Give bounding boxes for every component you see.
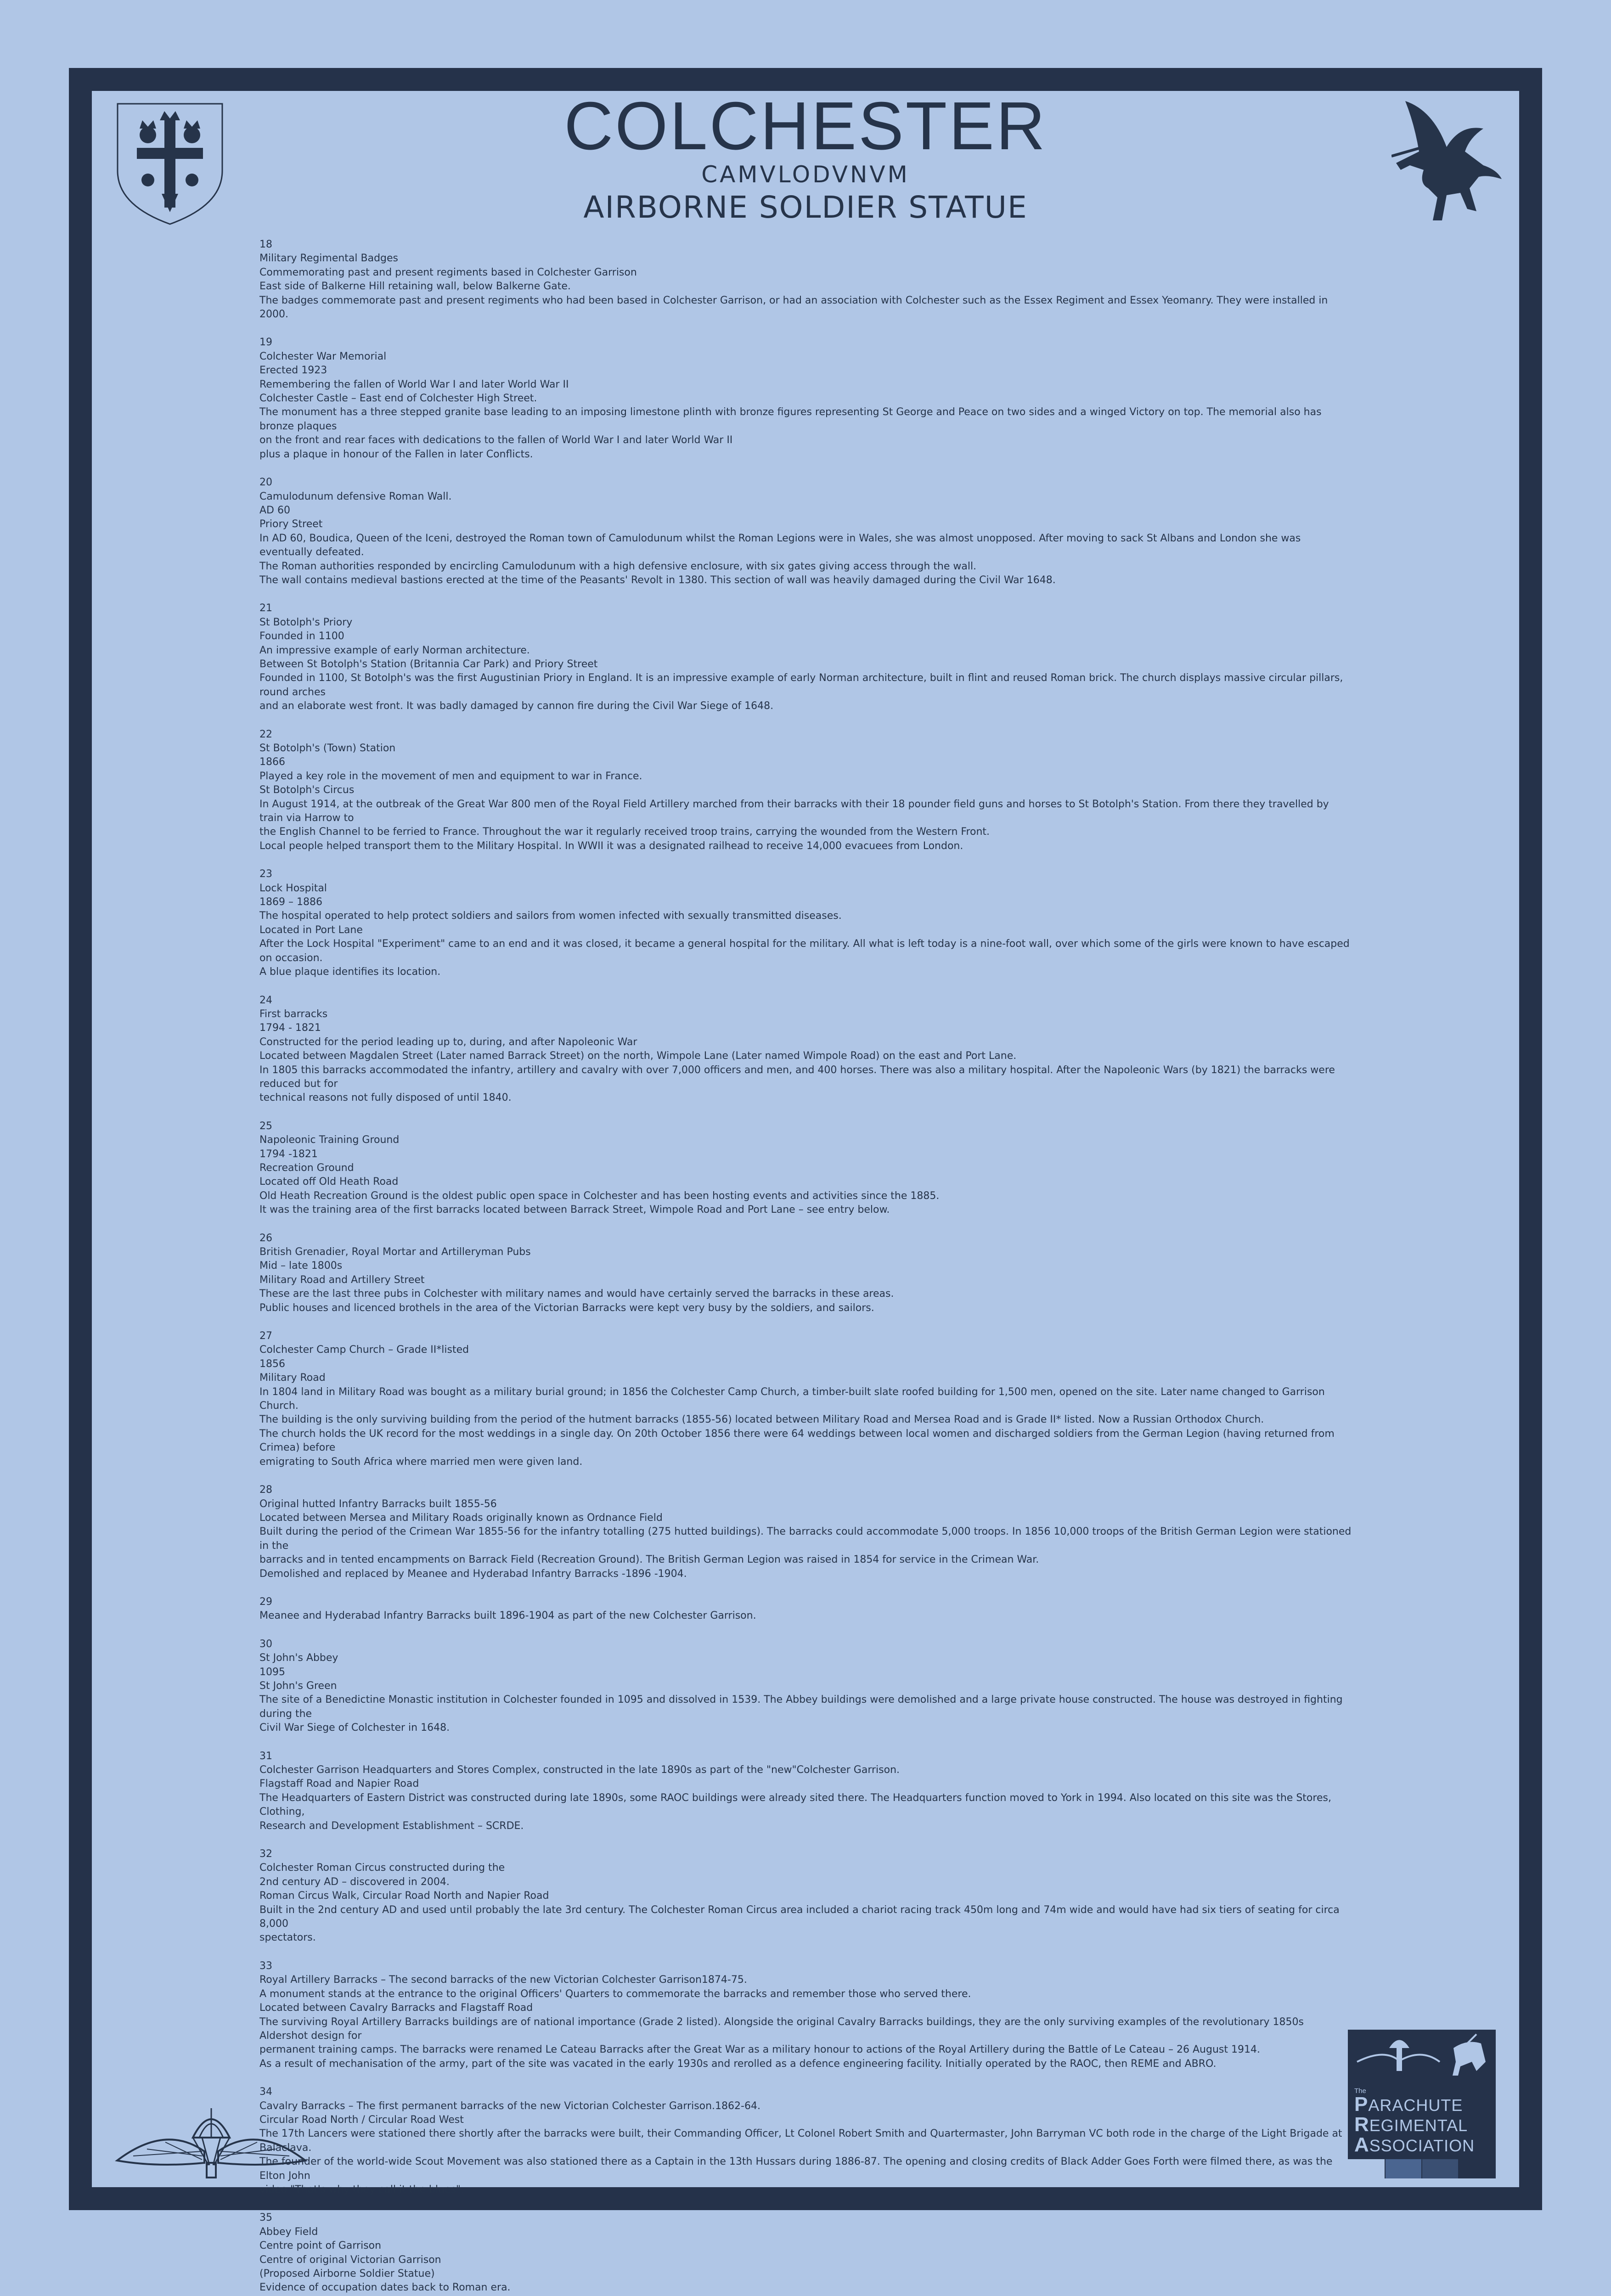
- entry-line: Royal Artillery Barracks – The second barracks of the new Victorian Colchester Garrison1874-75.: [259, 1974, 747, 1986]
- entry-line: spectators.: [259, 1932, 316, 1944]
- entry-line: Meanee and Hyderabad Infantry Barracks built 1896-1904 as part of the new Colchester Garrison.: [259, 1610, 756, 1622]
- entry-line: Commemorating past and present regiments based in Colchester Garrison: [259, 266, 637, 278]
- regimental-emblems-icon: [1348, 2030, 1496, 2085]
- entry-line: British Grenadier, Royal Mortar and Artilleryman Pubs: [259, 1246, 531, 1258]
- entry-21: [259, 602, 1352, 713]
- entry-line: Colchester Castle – East end of Colchester High Street.: [259, 393, 537, 405]
- logo-line-parachute: PARACHUTE: [1354, 2093, 1463, 2116]
- entry-line: 1866: [259, 756, 285, 768]
- entry-line: Camulodunum defensive Roman Wall.: [259, 490, 452, 502]
- entry-line: St Botolph's (Town) Station: [259, 743, 396, 754]
- entry-line: [259, 2295, 1352, 2296]
- entry-line: St Botolph's Circus: [259, 784, 355, 796]
- entry-line: Played a key role in the movement of men and equipment to war in France.: [259, 770, 642, 782]
- entry-line: The badges commemorate past and present regiments who had been based in Colchester Garrison, or had an association with Colchester such as the Essex Regiment and Essex Yeomanry. They were installed in 2000.: [259, 294, 1328, 321]
- entry-line: The surviving Royal Artillery Barracks buildings are of national importance (Grade 2 listed). Alongside the original Cavalry Barracks buildings, they are the only surviving examples of the revolutionary 1850s Aldershot design for: [259, 2016, 1304, 2042]
- entry-line: A blue plaque identifies its location.: [259, 966, 441, 978]
- entry-line: Located between Cavalry Barracks and Flagstaff Road: [259, 2002, 533, 2014]
- entry-line: and an elaborate west front. It was badly damaged by cannon fire during the Civil War Siege of 1648.: [259, 700, 774, 712]
- entry-line: In AD 60, Boudica, Queen of the Iceni, destroyed the Roman town of Camulodunum whilst the Roman Legions were in Wales, she was almost unopposed. After moving to sack St Albans and London she was eventually defeated.: [259, 532, 1301, 558]
- logo-color-bar: [1348, 2159, 1496, 2178]
- entry-line: The building is the only surviving building from the period of the hutment barracks (1855-56) located between Military Road and Mersea Road and is Grade II* listed. Now a Russian Orthodox Church.: [259, 1414, 1264, 1426]
- entry-line: The church holds the UK record for the most weddings in a single day. On 20th October 1856 there were 64 weddings between local women and discharged soldiers from the German Legion (having returned from Crimea) before: [259, 1428, 1335, 1454]
- entry-30: [259, 1638, 1352, 1735]
- entry-18: [259, 238, 1352, 321]
- entry-number: 20: [259, 477, 272, 489]
- page-title: COLCHESTER: [564, 88, 1047, 164]
- entry-line: 1794 -1821: [259, 1148, 318, 1160]
- entry-line: A monument stands at the entrance to the original Officers' Quarters to commemorate the barracks and remember those who served there.: [259, 1988, 971, 2000]
- logo-the: The: [1354, 2087, 1366, 2095]
- entry-19: [259, 336, 1352, 461]
- entry-line: Circular Road North / Circular Road West: [259, 2114, 464, 2126]
- entry-line: Built in the 2nd century AD and used until probably the late 3rd century. The Colchester Roman Circus area included a chariot racing track 450m long and 74m wide and would have had six tiers of seating for circa 8,000: [259, 1904, 1340, 1930]
- entry-line: Between St Botolph's Station (Britannia Car Park) and Priory Street: [259, 658, 598, 670]
- entry-line: After the Lock Hospital "Experiment" came to an end and it was closed, it became a general hospital for the military. All what is left today is a nine-foot wall, over which some of the girls were known to have escaped on occasion.: [259, 938, 1350, 964]
- entry-24: [259, 994, 1352, 1105]
- entry-line: 1095: [259, 1666, 285, 1678]
- entry-number: 27: [259, 1330, 272, 1342]
- entry-line: Erected 1923: [259, 365, 327, 377]
- entry-line: Located between Magdalen Street (Later named Barrack Street) on the north, Wimpole Lane (Later named Wimpole Road) on the east and Port Lane.: [259, 1050, 1017, 1062]
- entry-line: Demolished and replaced by Meanee and Hyderabad Infantry Barracks -1896 -1904.: [259, 1568, 687, 1580]
- entry-line: Colchester War Memorial: [259, 350, 387, 362]
- entry-line: 1794 - 1821: [259, 1022, 321, 1034]
- entry-number: 29: [259, 1596, 272, 1608]
- entry-number: 23: [259, 868, 272, 880]
- entry-number: 32: [259, 1848, 272, 1860]
- entry-29: [259, 1595, 1352, 1623]
- entry-number: 24: [259, 994, 272, 1006]
- entry-26: [259, 1232, 1352, 1315]
- entry-line: Flagstaff Road and Napier Road: [259, 1778, 419, 1790]
- entry-34: [259, 2085, 1352, 2197]
- entry-line: Constructed for the period leading up to, during, and after Napoleonic War: [259, 1036, 637, 1048]
- logo-line-regimental: REGIMENTAL: [1354, 2113, 1468, 2136]
- entries-list: [259, 238, 1352, 2296]
- entry-line: 1869 – 1886: [259, 896, 322, 908]
- entry-line: The founder of the world-wide Scout Movement was also stationed there as a Captain in the 13th Hussars during 1886-87. The opening and closing credits of Black Adder Goes Forth were filmed there, as was the Elton John: [259, 2156, 1333, 2182]
- entry-line: Napoleonic Training Ground: [259, 1134, 400, 1146]
- entry-line: Military Road: [259, 1372, 326, 1384]
- entry-line: In 1805 this barracks accommodated the infantry, artillery and cavalry with over 7,000 officers and men, and 400 horses. There was also a military hospital. After the Napoleonic Wars (by 1821) the barracks were reduced but for: [259, 1064, 1335, 1090]
- parachute-wings-icon: [115, 2105, 308, 2181]
- entry-line: These are the last three pubs in Colchester with military names and would have certainly served the barracks in these areas.: [259, 1288, 894, 1300]
- entry-number: 26: [259, 1232, 272, 1244]
- entry-line: The site of a Benedictine Monastic institution in Colchester founded in 1095 and dissolved in 1539. The Abbey buildings were demolished and a large private house constructed. The house was destroyed in fighting during the: [259, 1694, 1343, 1720]
- entry-number: 25: [259, 1120, 272, 1132]
- entry-line: As a result of mechanisation of the army, part of the site was vacated in the early 1930s and rerolled as a defence engineering facility. Initially operated by the RAOC, then REME and ABRO.: [259, 2058, 1217, 2070]
- entry-line: on the front and rear faces with dedications to the fallen of World War I and later World War II: [259, 434, 733, 446]
- poster-header: [0, 88, 1611, 225]
- entry-line: Lock Hospital: [259, 882, 327, 894]
- entry-line: Located off Old Heath Road: [259, 1176, 399, 1188]
- entry-number: 35: [259, 2212, 272, 2224]
- entry-28: [259, 1483, 1352, 1581]
- entry-line: Centre point of Garrison: [259, 2240, 382, 2252]
- entry-line: Located in Port Lane: [259, 924, 363, 936]
- entry-20: [259, 476, 1352, 587]
- entry-line: In August 1914, at the outbreak of the Great War 800 men of the Royal Field Artillery marched from their barracks with their 18 pounder field guns and horses to St Botolph's Station. From there they travelled by train via Harrow to: [259, 798, 1329, 824]
- entry-number: 21: [259, 602, 272, 614]
- entry-line: The 17th Lancers were stationed there shortly after the barracks were built, their Commanding Officer, Lt Colonel Robert Smith and Quartermaster, John Barryman VC both rode in the charge of the Light Brigade at Balaclava.: [259, 2128, 1342, 2154]
- entry-line: The hospital operated to help protect soldiers and sailors from women infected with sexually transmitted diseases.: [259, 910, 842, 922]
- page-subtitle: AIRBORNE SOLDIER STATUE: [583, 190, 1028, 225]
- entry-line: permanent training camps. The barracks were renamed Le Cateau Barracks after the Great War as a military honour to actions of the Royal Artillery during the Battle of Le Cateau – 26 August 1914.: [259, 2044, 1260, 2056]
- entry-line: The Roman authorities responded by encircling Camulodunum with a high defensive enclosure, with six gates giving access through the wall.: [259, 560, 977, 572]
- entry-line: (Proposed Airborne Soldier Statue): [259, 2268, 435, 2279]
- entry-line: Military Road and Artillery Street: [259, 1274, 425, 1286]
- entry-line: Founded in 1100: [259, 630, 344, 642]
- entry-31: [259, 1750, 1352, 1833]
- entry-line: the English Channel to be ferried to France. Throughout the war it regularly received troop trains, carrying the wounded from the Western Front.: [259, 826, 990, 838]
- entry-line: Research and Development Establishment – SCRDE.: [259, 1820, 524, 1832]
- entry-line: Located between Mersea and Military Roads originally known as Ordnance Field: [259, 1512, 663, 1524]
- logo-line-association: ASSOCIATION: [1354, 2133, 1475, 2156]
- entry-line: Colchester Camp Church – Grade II*listed: [259, 1344, 469, 1356]
- entry-line: St Botolph's Priory: [259, 616, 353, 628]
- entry-number: 28: [259, 1484, 272, 1496]
- entry-line: Founded in 1100, St Botolph's was the first Augustinian Priory in England. It is an impressive example of early Norman architecture, built in flint and reused Roman brick. The church displays massive circular pillars, round arches: [259, 672, 1343, 698]
- entry-line: In 1804 land in Military Road was bought as a military burial ground; in 1856 the Colchester Camp Church, a timber-built slate roofed building for 1,500 men, opened on the site. Later name changed to Garrison Church.: [259, 1386, 1325, 1412]
- entry-line: Colchester Garrison Headquarters and Stores Complex, constructed in the late 1890s as part of the "new"Colchester Garrison.: [259, 1764, 900, 1776]
- entry-line: First barracks: [259, 1008, 328, 1020]
- entry-line: The Headquarters of Eastern District was constructed during late 1890s, some RAOC buildings were already sited there. The Headquarters function moved to York in 1994. Also located on this site was the Stores, Clothing,: [259, 1792, 1331, 1818]
- entry-25: [259, 1120, 1352, 1217]
- entry-line: Local people helped transport them to the Military Hospital. In WWII it was a designated railhead to receive 14,000 evacuees from London.: [259, 840, 963, 852]
- entry-32: [259, 1847, 1352, 1945]
- entry-number: 34: [259, 2086, 272, 2098]
- entry-line: Roman Circus Walk, Circular Road North and Napier Road: [259, 1890, 549, 1902]
- entry-23: [259, 867, 1352, 979]
- entry-line: Recreation Ground: [259, 1162, 354, 1174]
- entry-line: Abbey Field: [259, 2226, 318, 2238]
- entry-line: Centre of original Victorian Garrison: [259, 2254, 441, 2266]
- entry-line: The monument has a three stepped granite base leading to an imposing limestone plinth with bronze figures representing St George and Peace on two sides and a winged Victory on top. The memorial also has bronze plaques: [259, 406, 1322, 432]
- entry-number: 18: [259, 239, 272, 250]
- parachute-regimental-association-logo: [1348, 2030, 1496, 2178]
- entry-line: Civil War Siege of Colchester in 1648.: [259, 1722, 450, 1734]
- entry-line: Colchester Roman Circus constructed during the: [259, 1862, 505, 1874]
- entry-line: Military Regimental Badges: [259, 253, 399, 264]
- entry-line: AD 60: [259, 504, 290, 516]
- entry-line: video "That's why they call it the blues".: [259, 2183, 464, 2195]
- entry-27: [259, 1329, 1352, 1469]
- entry-line: St John's Abbey: [259, 1652, 338, 1664]
- entry-line: Old Heath Recreation Ground is the oldest public open space in Colchester and has been hosting events and activities since the 1885.: [259, 1190, 940, 1202]
- latin-name: CAMVLODVNVM: [701, 161, 910, 188]
- entry-line: Built during the period of the Crimean War 1855-56 for the infantry totalling (275 hutted buildings). The barracks could accommodate 5,000 troops. In 1856 10,000 troops of the British German Legion were stationed in the: [259, 1526, 1352, 1552]
- entry-number: 30: [259, 1638, 272, 1650]
- entry-line: Mid – late 1800s: [259, 1260, 343, 1272]
- entry-line: St John's Green: [259, 1680, 337, 1692]
- entry-line: Remembering the fallen of World War I and later World War II: [259, 378, 569, 390]
- entry-line: emigrating to South Africa where married men were given land.: [259, 1456, 583, 1468]
- entry-number: 31: [259, 1750, 272, 1762]
- entry-line: Priory Street: [259, 518, 323, 530]
- entry-line: Evidence of occupation dates back to Roman era.: [259, 2282, 511, 2294]
- entry-number: 22: [259, 728, 272, 740]
- entry-line: An impressive example of early Norman architecture.: [259, 644, 530, 656]
- entry-22: [259, 728, 1352, 854]
- entry-line: It was the training area of the first barracks located between Barrack Street, Wimpole Road and Port Lane – see entry below.: [259, 1204, 890, 1216]
- entry-line: barracks and in tented encampments on Barrack Field (Recreation Ground). The British German Legion was raised in 1854 for service in the Crimean War.: [259, 1554, 1039, 1566]
- entry-line: The wall contains medieval bastions erected at the time of the Peasants' Revolt in 1380. This section of wall was heavily damaged during the Civil War 1648.: [259, 574, 1056, 586]
- entry-line: 2nd century AD – discovered in 2004.: [259, 1876, 450, 1888]
- entry-line: technical reasons not fully disposed of until 1840.: [259, 1092, 512, 1104]
- entry-number: 33: [259, 1960, 272, 1972]
- entry-33: [259, 1959, 1352, 2071]
- entry-number: 19: [259, 337, 272, 349]
- entry-line: plus a plaque in honour of the Fallen in later Conflicts.: [259, 448, 533, 460]
- entry-line: Public houses and licenced brothels in the area of the Victorian Barracks were kept very busy by the soldiers, and sailors.: [259, 1302, 874, 1314]
- entry-line: Original hutted Infantry Barracks built 1855-56: [259, 1498, 497, 1510]
- entry-line: Cavalry Barracks – The first permanent barracks of the new Victorian Colchester Garrison.1862-64.: [259, 2100, 760, 2112]
- entry-line: 1856: [259, 1358, 285, 1370]
- entry-35: [259, 2211, 1352, 2296]
- entry-line: East side of Balkerne Hill retaining wall, below Balkerne Gate.: [259, 281, 571, 293]
